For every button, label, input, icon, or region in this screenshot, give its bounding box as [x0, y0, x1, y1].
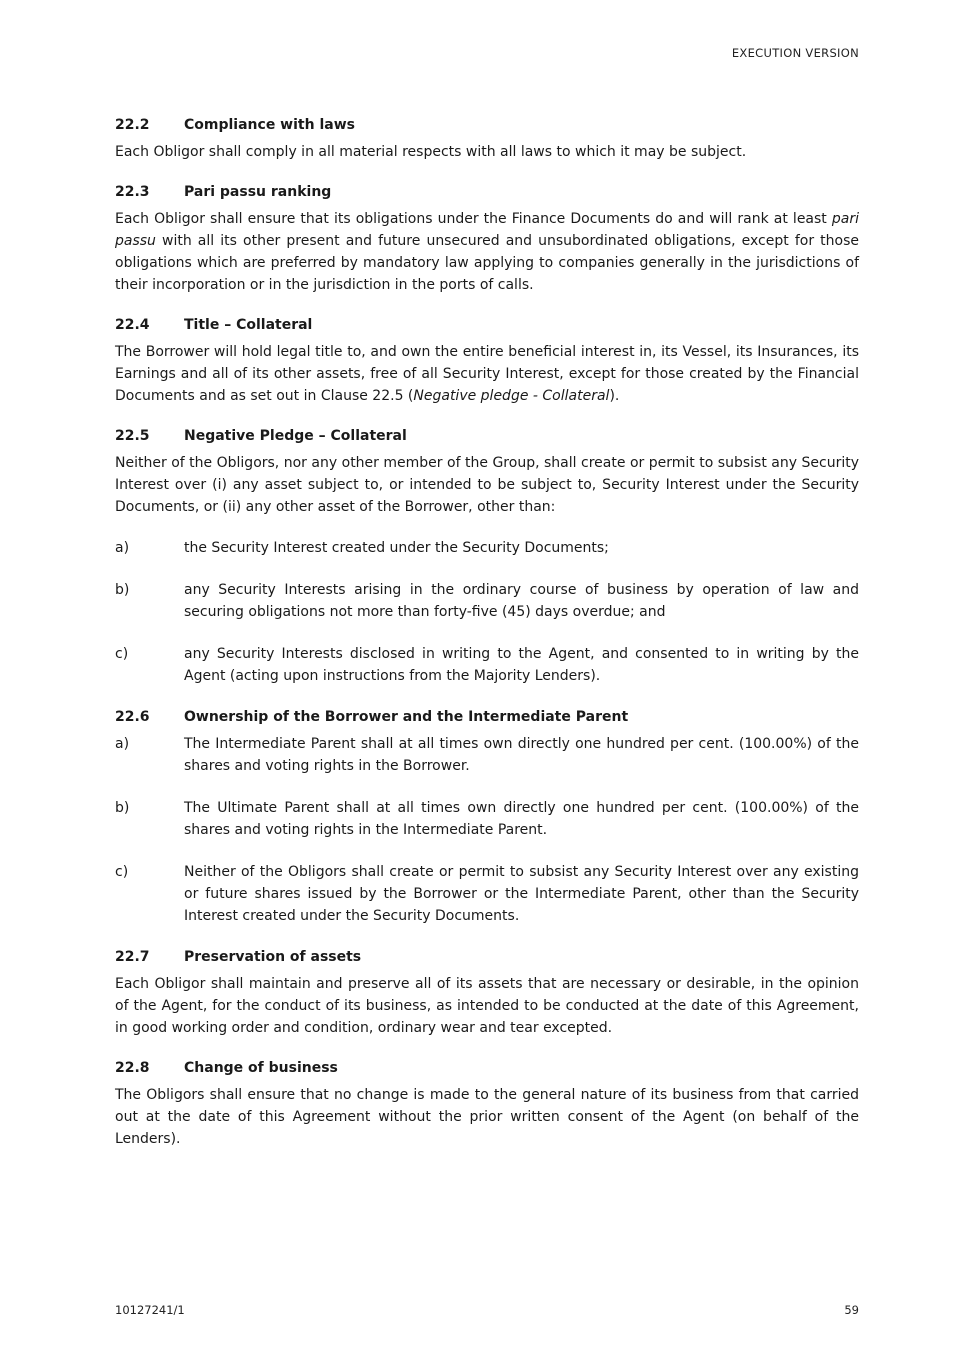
- list-item-text: Neither of the Obligors shall create or permit to subsist any Security Interest over any existing or future shares issued by the Borrower or the Intermediate Parent, other than the Security Interest created under the Security Documents.: [184, 864, 859, 924]
- section-number: 22.5: [115, 428, 150, 444]
- list-item: [115, 797, 859, 841]
- list-item-label: b): [115, 582, 130, 598]
- section-text-22-8: The Obligors shall ensure that no change is made to the general nature of its business from that carried out at the date of this Agreement without the prior written consent of the Agent (on behalf of the Lenders).: [115, 1087, 859, 1147]
- list-item-text: any Security Interests arising in the ordinary course of business by operation of law and securing obligations not more than forty-five (45) days overdue; and: [184, 582, 859, 620]
- section-heading-22-6: [115, 707, 859, 727]
- list-item: [115, 579, 859, 623]
- list-item: [115, 643, 859, 687]
- section-number: 22.4: [115, 317, 150, 333]
- list-item-text: The Intermediate Parent shall at all times own directly one hundred per cent. (100.00%) of the shares and voting rights in the Borrower.: [184, 736, 859, 774]
- italic-term: pari passu: [115, 211, 859, 249]
- text-segment: Each Obligor shall ensure that its obligations under the Finance Documents do and will rank at least: [115, 211, 832, 227]
- section-title: Negative Pledge – Collateral: [184, 428, 407, 444]
- section-heading-22-4: [115, 315, 859, 335]
- document-body: [115, 115, 859, 1169]
- list-item: [115, 861, 859, 927]
- section-text-22-2: Each Obligor shall comply in all material respects with all laws to which it may be subject.: [115, 144, 747, 160]
- list-item-label: b): [115, 800, 130, 816]
- footer-doc-id: 10127241/1: [115, 1303, 185, 1317]
- section-title: Preservation of assets: [184, 949, 362, 965]
- section-text-22-3: [115, 208, 859, 296]
- list-item-label: c): [115, 864, 129, 880]
- italic-reference: Negative pledge - Collateral: [413, 388, 610, 404]
- section-title: Compliance with laws: [184, 117, 355, 133]
- text-segment: with all its other present and future unsecured and unsubordinated obligations, except for those obligations which are preferred by mandatory law applying to companies generally in the jurisdictions of their incorporation or in the jurisdiction in the ports of calls.: [115, 233, 859, 293]
- section-heading-22-2: [115, 115, 859, 135]
- text-segment: The Borrower will hold legal title to, and own the entire beneficial interest in, its Vessel, its Insurances, its Earnings and all of its other assets, free of all Security Interest, except for those created by the Financial Documents and as set out in Clause 22.5 (: [115, 344, 859, 404]
- section-text-22-5: Neither of the Obligors, nor any other member of the Group, shall create or permit to subsist any Security Interest over (i) any asset subject to, or intended to be subject to, Security Interest under the Security Documents, or (ii) any other asset of the Borrower, other than:: [115, 455, 859, 515]
- list-item-label: a): [115, 540, 130, 556]
- section-title: Change of business: [184, 1060, 338, 1076]
- list-item-label: c): [115, 646, 129, 662]
- section-number: 22.2: [115, 117, 150, 133]
- section-title: Ownership of the Borrower and the Intermediate Parent: [184, 709, 629, 725]
- list-item-label: a): [115, 736, 130, 752]
- section-text-22-4: [115, 341, 859, 407]
- list-item-text: the Security Interest created under the Security Documents;: [184, 540, 609, 556]
- footer-page-number: 59: [844, 1303, 859, 1317]
- section-title: Title – Collateral: [184, 317, 313, 333]
- section-number: 22.8: [115, 1060, 150, 1076]
- section-heading-22-3: [115, 182, 859, 202]
- list-item: [115, 537, 859, 559]
- text-segment: ).: [609, 388, 620, 404]
- section-heading-22-5: [115, 426, 859, 446]
- section-text-22-7: Each Obligor shall maintain and preserve all of its assets that are necessary or desirable, in the opinion of the Agent, for the conduct of its business, as intended to be conducted at the date of this Agreement, in good working order and condition, ordinary wear and tear excepted.: [115, 976, 859, 1036]
- header-label: EXECUTION VERSION: [731, 46, 859, 60]
- section-number: 22.3: [115, 184, 150, 200]
- list-item-text: any Security Interests disclosed in writing to the Agent, and consented to in writing by the Agent (acting upon instructions from the Majority Lenders).: [184, 646, 859, 684]
- list-item-text: The Ultimate Parent shall at all times own directly one hundred per cent. (100.00%) of the shares and voting rights in the Intermediate Parent.: [184, 800, 859, 838]
- section-heading-22-7: [115, 947, 859, 967]
- section-heading-22-8: [115, 1058, 859, 1078]
- section-number: 22.6: [115, 709, 150, 725]
- section-title: Pari passu ranking: [184, 184, 332, 200]
- section-number: 22.7: [115, 949, 150, 965]
- list-item: [115, 733, 859, 777]
